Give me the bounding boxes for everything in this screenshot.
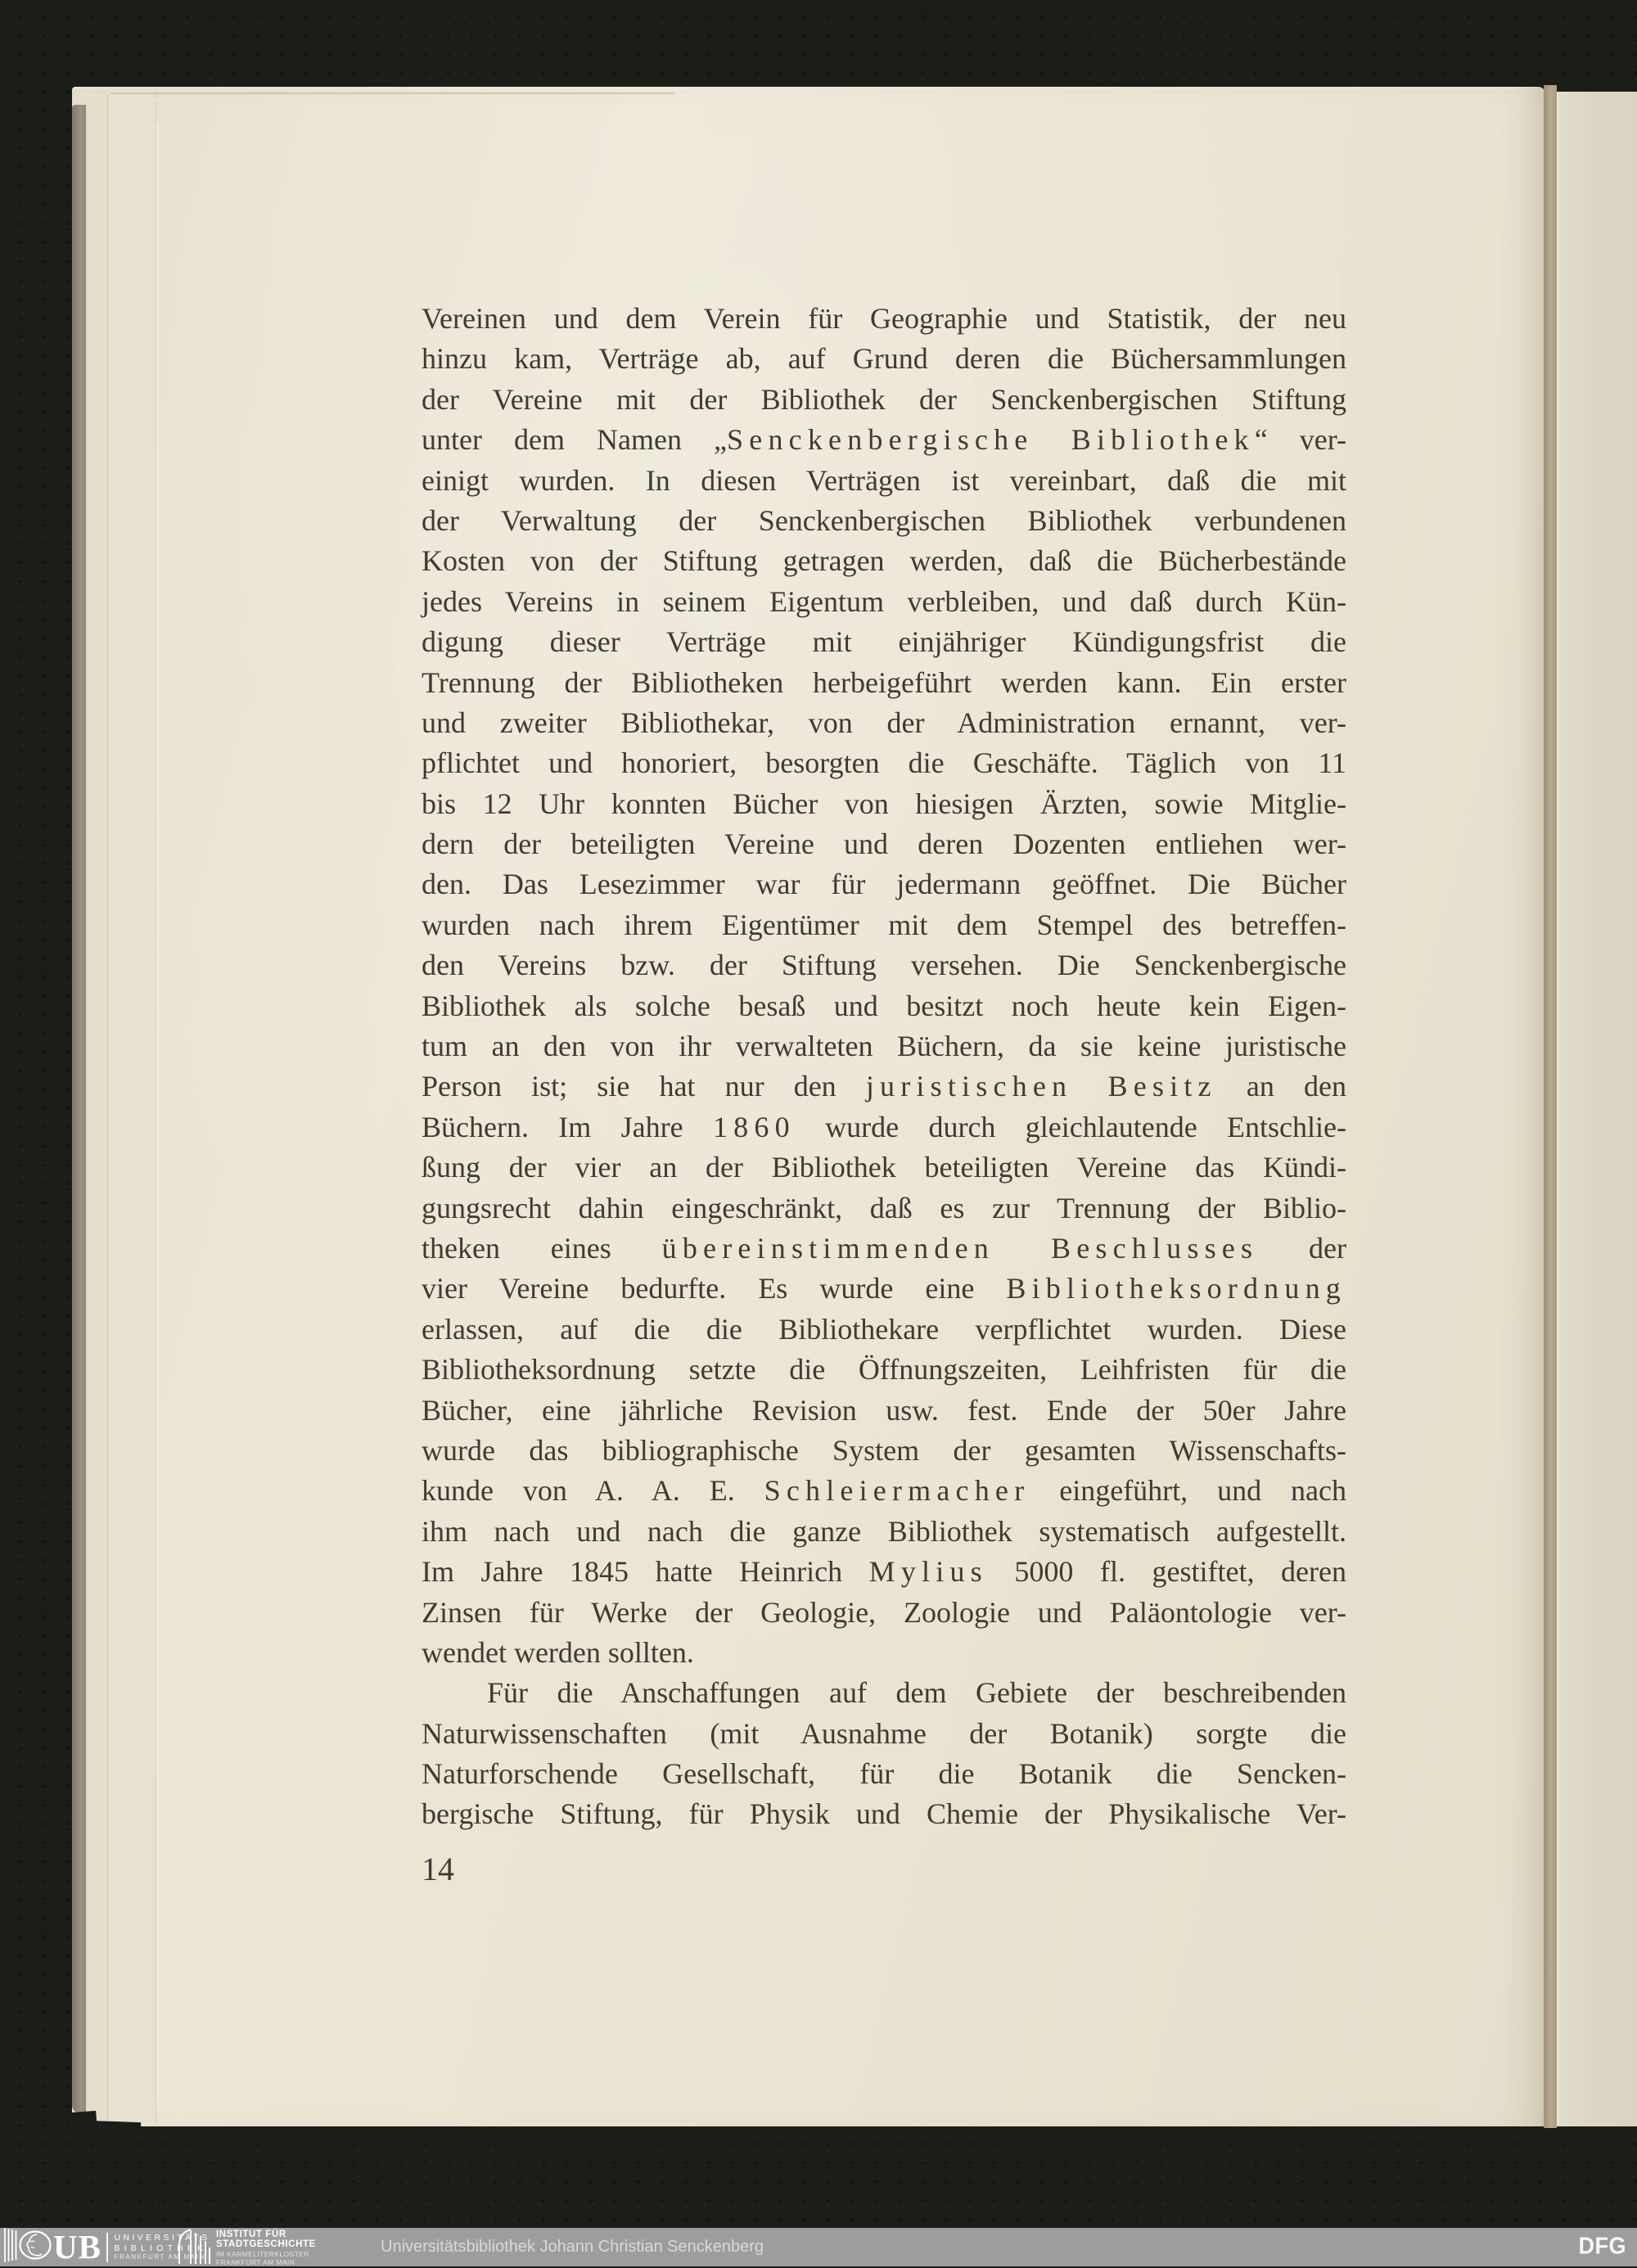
text-line — [422, 1310, 1346, 1350]
text-line — [422, 1188, 1346, 1229]
text-line — [422, 541, 1346, 581]
body-text: Büchern. Im Jahre — [422, 1110, 713, 1143]
under-sheet-edge — [86, 95, 108, 2120]
body-text: jedes Vereins in seinem Eigentum verbleiben, und daß durch Kün- — [422, 584, 1346, 618]
body-text: Trennung der Bibliotheken herbeigeführt werden kann. Ein erster — [422, 665, 1346, 699]
body-text: Bibliothek als solche besaß und besitzt noch heute kein Eigen- — [422, 989, 1346, 1022]
text-line — [422, 1269, 1346, 1309]
isg-line2: STADTGESCHICHTE — [216, 2239, 316, 2249]
text-line — [422, 1673, 1346, 1713]
isg-line1: INSTITUT FÜR — [216, 2229, 286, 2239]
text-line — [422, 1593, 1346, 1633]
ub-logo-line1: UNIVERSITÄTS — [114, 2233, 210, 2243]
letterspaced-text: Senckenbergische Bibliothek — [727, 423, 1255, 457]
body-text: digung dieser Verträge mit einjähriger Kündigungsfrist die — [422, 625, 1346, 659]
body-text: Bibliotheksordnung setzte die Öffnungszeiten, Leihfristen für die — [422, 1353, 1346, 1387]
page-number: 14 — [422, 1851, 454, 1887]
facing-page-edge — [1557, 92, 1637, 2126]
body-text: tum an den von ihr verwalteten Büchern, da sie keine juristische — [422, 1030, 1346, 1063]
book-gutter — [1544, 85, 1557, 2128]
text-line — [422, 986, 1346, 1026]
ub-logo-line3: FRANKFURT AM MAIN — [114, 2253, 205, 2261]
body-text: der — [1258, 1231, 1346, 1265]
letterspaced-text: Mylius — [868, 1555, 988, 1589]
page-text-block — [422, 299, 1346, 1835]
text-line — [422, 1471, 1346, 1511]
text-line — [422, 905, 1346, 945]
ub-logo-divider — [106, 2233, 109, 2262]
body-text: Naturwissenschaften (mit Ausnahme der Botanik) sorgte die — [422, 1716, 1346, 1750]
text-line — [422, 703, 1346, 743]
top-sheet-line-2 — [121, 99, 629, 101]
body-text: wendet werden sollten. — [422, 1635, 694, 1669]
text-line — [422, 1148, 1346, 1188]
text-line — [422, 1512, 1346, 1552]
body-text: dern der beteiligten Vereine und deren Dozenten entliehen wer- — [422, 827, 1346, 861]
body-text: an den — [1216, 1070, 1346, 1103]
body-text: erlassen, auf die die Bibliothekare verpflichtet wurden. Diese — [422, 1312, 1346, 1346]
body-text: Vereinen und dem Verein für Geographie und Statistik, der neu — [422, 302, 1346, 335]
ub-logo-lines-icon — [3, 2227, 18, 2267]
text-line — [422, 1431, 1346, 1471]
text-line — [422, 1107, 1346, 1148]
sheet-edge-highlight — [156, 123, 159, 2099]
institut-stadtgeschichte-text — [216, 2230, 316, 2266]
corner-shadow-2 — [88, 2121, 141, 2134]
scanned-book-page — [72, 87, 1545, 2126]
body-text: hinzu kam, Verträge ab, auf Grund deren die Büchersammlungen — [422, 342, 1346, 376]
text-line — [422, 339, 1346, 379]
letterspaced-text: Schleiermacher — [764, 1474, 1030, 1508]
body-text: pflichtet und honoriert, besorgten die Geschäfte. Täglich von 11 — [422, 746, 1346, 780]
library-name-label: Universitätsbibliothek Johann Christian Senckenberg — [381, 2238, 764, 2256]
body-text: Person ist; sie hat nur den — [422, 1070, 866, 1103]
body-text: der Vereine mit der Bibliothek der Senckenbergischen Stiftung — [422, 382, 1346, 416]
letterspaced-text: 1860 — [712, 1110, 796, 1143]
footer-bar — [0, 2228, 1637, 2266]
body-text: einigt wurden. In diesen Verträgen ist vereinbart, daß die mit — [422, 463, 1346, 497]
body-text: der Verwaltung der Senckenbergischen Bibliothek verbundenen — [422, 503, 1346, 537]
body-text: wurden nach ihrem Eigentümer mit dem Stempel des betreffen- — [422, 908, 1346, 941]
body-text: unter dem Namen „ — [422, 423, 728, 457]
page-block-edge — [72, 105, 86, 2113]
body-text: bergische Stiftung, für Physik und Chemie der Physikalische Ver- — [422, 1797, 1346, 1831]
text-line — [422, 380, 1346, 420]
letterspaced-text: Bibliotheksordnung — [1006, 1272, 1346, 1305]
body-text: Kosten von der Stiftung getragen werden, daß die Bücherbestände — [422, 544, 1346, 578]
ub-logo-line2: BIBLIOTHEK — [114, 2243, 208, 2253]
text-line — [422, 784, 1346, 824]
text-line — [422, 1633, 1346, 1673]
text-line — [422, 663, 1346, 703]
text-line — [422, 1229, 1346, 1269]
text-line — [422, 582, 1346, 622]
body-text: vier Vereine bedurfte. Es wurde eine — [422, 1272, 1007, 1305]
letterspaced-text: juristischen Besitz — [865, 1070, 1217, 1103]
body-text: “ ver- — [1254, 423, 1347, 457]
body-text: ßung der vier an der Bibliothek beteiligten Vereine das Kündi- — [422, 1151, 1346, 1184]
gothic-arch-icon — [176, 2228, 210, 2268]
text-line — [422, 1026, 1346, 1066]
text-line — [422, 501, 1346, 541]
body-text: wurde das bibliographische System der gesamten Wissenschafts- — [422, 1433, 1346, 1467]
institut-stadtgeschichte-logo — [176, 2230, 316, 2266]
text-line — [422, 622, 1346, 662]
text-line — [422, 1350, 1346, 1390]
body-text: Bücher, eine jährliche Revision usw. fest. Ende der 50er Jahre — [422, 1393, 1346, 1427]
body-text: Naturforschende Gesellschaft, für die Botanik die Sencken- — [422, 1757, 1346, 1791]
body-text: bis 12 Uhr konnten Bücher von hiesigen Ärzten, sowie Mitglie- — [422, 787, 1346, 820]
top-sheet-line — [110, 92, 674, 94]
text-line — [422, 461, 1346, 501]
body-text: gungsrecht dahin eingeschränkt, daß es zur Trennung der Biblio- — [422, 1191, 1346, 1224]
body-text: Im Jahre 1845 hatte Heinrich — [422, 1555, 869, 1589]
body-text: Zinsen für Werke der Geologie, Zoologie und Paläontologie ver- — [422, 1595, 1346, 1629]
text-line — [422, 1754, 1346, 1794]
body-text: den Vereins bzw. der Stiftung versehen. Die Senckenbergische — [422, 949, 1346, 982]
text-line — [422, 824, 1346, 864]
text-line — [422, 1391, 1346, 1431]
under-sheet-edge-2 — [108, 91, 156, 2124]
letterspaced-text: übereinstimmenden Beschlusses — [661, 1231, 1259, 1265]
body-text: eingeführt, und nach — [1030, 1474, 1346, 1508]
body-text: wurde durch gleichlautende Entschlie- — [795, 1110, 1346, 1143]
body-text: den. Das Lesezimmer war für jedermann geöffnet. Die Bücher — [422, 868, 1346, 901]
text-line — [422, 945, 1346, 985]
body-text: und zweiter Bibliothekar, von der Administration ernannt, ver- — [422, 706, 1346, 739]
isg-line4: FRANKFURT AM MAIN — [216, 2257, 295, 2266]
body-text: theken eines — [422, 1231, 662, 1265]
goethe-head-icon — [19, 2230, 52, 2264]
text-line — [422, 1714, 1346, 1754]
ub-logo-mark: UB — [53, 2228, 101, 2266]
dfg-logo: DFG — [1578, 2233, 1626, 2259]
isg-line3: IM KARMELITERKLOSTER — [216, 2249, 309, 2258]
text-line — [422, 1066, 1346, 1107]
body-text: Für die Anschaffungen auf dem Gebiete der beschreibenden — [487, 1676, 1346, 1710]
text-line — [422, 864, 1346, 904]
body-text: ihm nach und nach die ganze Bibliothek systematisch aufgestellt. — [422, 1514, 1346, 1548]
text-line — [422, 743, 1346, 783]
body-text: 5000 fl. gestiftet, deren — [987, 1555, 1346, 1589]
text-line — [422, 299, 1346, 339]
body-text: kunde von A. A. E. — [422, 1474, 764, 1508]
text-line — [422, 1552, 1346, 1592]
text-line — [422, 420, 1346, 460]
text-line — [422, 1794, 1346, 1834]
